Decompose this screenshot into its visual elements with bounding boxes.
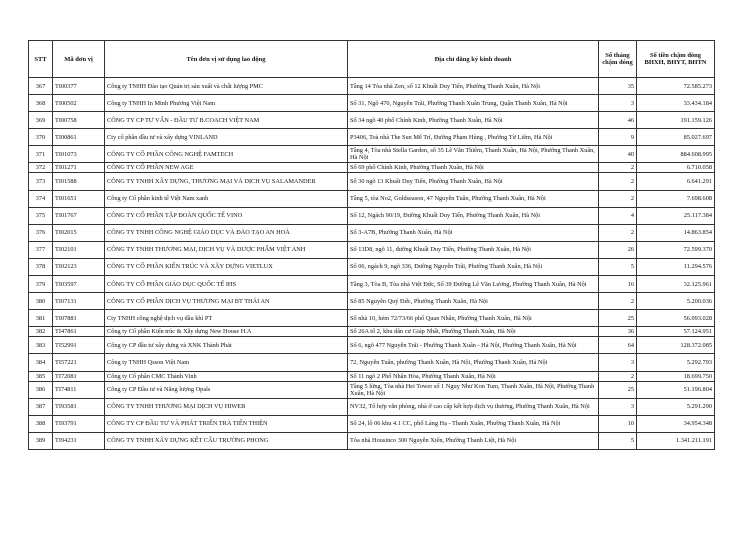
cell-amount: 32.125.961 [637, 276, 715, 293]
cell-stt: 369 [29, 112, 53, 129]
cell-stt: 377 [29, 241, 53, 258]
cell-months: 16 [599, 276, 637, 293]
cell-stt: 379 [29, 276, 53, 293]
cell-stt: 375 [29, 207, 53, 224]
cell-amount: 6.710.058 [637, 163, 715, 173]
cell-stt: 387 [29, 398, 53, 415]
cell-address: Số 30 ngõ 13 Khuất Duy Tiến, Phường Thanh Xuân, Hà Nội [348, 173, 599, 190]
cell-company-name: CÔNG TY TNHH XÂY DỰNG, THƯƠNG MẠI VÀ DỊCH VỤ SALAMANDER [105, 173, 348, 190]
cell-amount: 56.093.028 [637, 310, 715, 327]
cell-company-name: CÔNG TY TNHH THƯƠNG MẠI, DỊCH VỤ VÀ DƯỢC PHẨM VIỆT ANH [105, 241, 348, 258]
table-body [29, 78, 715, 450]
cell-code: TI00502 [53, 95, 105, 112]
cell-code: TI07881 [53, 310, 105, 327]
cell-company-name: CÔNG TY TNHH CÔNG NGHỆ GIÁO DỤC VÀ ĐÀO TẠO AN HOÀ [105, 224, 348, 241]
cell-code: TI52991 [53, 337, 105, 354]
table-row [29, 224, 715, 241]
cell-months: 4 [599, 207, 637, 224]
cell-company-name: Công ty TNHH Qsson Việt Nam [105, 354, 348, 371]
cell-company-name: Công ty CP Đầu tư và Năng lượng Opals [105, 381, 348, 398]
cell-amount: 6.641.291 [637, 173, 715, 190]
cell-months: 3 [599, 398, 637, 415]
table-row [29, 129, 715, 146]
cell-months: 2 [599, 163, 637, 173]
table-row [29, 276, 715, 293]
cell-amount: 5.200.036 [637, 293, 715, 310]
cell-address: Số 24, lô 06 khu 4.1 CC, phố Láng Hạ - Thanh Xuân, Phường Thanh Xuân, Hà Nội [348, 415, 599, 432]
cell-address: Tầng 5 lửng, Tòa nhà Hei Tower số 1 Nguỵ Như Kon Tum, Thanh Xuân, Hà Nội, Phường Thanh Xuân, Hà Nội [348, 381, 599, 398]
cell-amount: 85.027.697 [637, 129, 715, 146]
cell-amount: 72.599.370 [637, 241, 715, 258]
cell-months: 2 [599, 293, 637, 310]
cell-stt: 380 [29, 293, 53, 310]
cell-company-name: CÔNG TY TNHH XÂY DỰNG KẾT CẤU TRƯỜNG PHONG [105, 432, 348, 449]
cell-months: 26 [599, 241, 637, 258]
table-row [29, 146, 715, 163]
cell-stt: 386 [29, 381, 53, 398]
table-row [29, 371, 715, 381]
cell-company-name: Công ty Cổ phần CMC Thành Vinh [105, 371, 348, 381]
cell-months: 25 [599, 310, 637, 327]
cell-code: TI47861 [53, 327, 105, 337]
cell-company-name: CÔNG TY CỔ PHẦN TẬP ĐOÀN QUỐC TẾ VINO [105, 207, 348, 224]
cell-amount: 57.124.951 [637, 327, 715, 337]
cell-code: TI57221 [53, 354, 105, 371]
cell-months: 9 [599, 129, 637, 146]
cell-amount: 191.159.126 [637, 112, 715, 129]
cell-stt: 376 [29, 224, 53, 241]
cell-months: 3 [599, 95, 637, 112]
cell-code: TI07131 [53, 293, 105, 310]
cell-months: 40 [599, 146, 637, 163]
cell-address: Số 11 ngõ 2 Phố Nhân Hòa, Phường Thanh Xuân, Hà Nội [348, 371, 599, 381]
cell-months: 35 [599, 78, 637, 95]
cell-company-name: Công ty Cổ phần Kiến trúc & Xây dựng New House H.A [105, 327, 348, 337]
cell-code: TI01073 [53, 146, 105, 163]
cell-address: Tầng 4, Tòa nhà Stella Garden, số 35 Lê Văn Thiêm, Thanh Xuân, Hà Nội, Phường Thanh Xuân, Hà Nội [348, 146, 599, 163]
cell-amount: 18.699.750 [637, 371, 715, 381]
cell-code: TI93581 [53, 398, 105, 415]
cell-code: TI02101 [53, 241, 105, 258]
cell-address: Số 13D8, ngõ 11, đường Khuất Duy Tiến, Phường Thanh Xuân, Hà Nội [348, 241, 599, 258]
cell-stt: 374 [29, 190, 53, 207]
cell-code: TI02015 [53, 224, 105, 241]
arrears-table [28, 40, 715, 450]
cell-address: Số 26A tổ 2, khu dân cư Giáp Nhất, Phường Thanh Xuân, Hà Nội [348, 327, 599, 337]
cell-code: TI00377 [53, 78, 105, 95]
cell-amount: 72.585.273 [637, 78, 715, 95]
header-months: Số tháng chậm đóng [599, 41, 637, 78]
cell-amount: 14.863.854 [637, 224, 715, 241]
cell-code: TI01588 [53, 173, 105, 190]
cell-amount: 33.434.184 [637, 95, 715, 112]
cell-months: 64 [599, 337, 637, 354]
table-row [29, 398, 715, 415]
cell-months: 2 [599, 190, 637, 207]
cell-company-name: CÔNG TY CỔ PHẦN DỊCH VỤ THƯƠNG MẠI BT THÁI AN [105, 293, 348, 310]
cell-months: 2 [599, 371, 637, 381]
cell-company-name: Công ty CP đầu tư xây dựng và XNK Thành Phát [105, 337, 348, 354]
cell-amount: 5.292.793 [637, 354, 715, 371]
cell-company-name: CÔNG TY CP TƯ VẤN - ĐẦU TƯ B.COACH VIỆT NAM [105, 112, 348, 129]
cell-company-name: CÔNG TY TNHH THƯƠNG MẠI DỊCH VỤ HIWEB [105, 398, 348, 415]
cell-months: 46 [599, 112, 637, 129]
table-row [29, 381, 715, 398]
cell-address: NV32, Tổ hợp văn phòng, nhà ở cao cấp kết hợp dịch vụ thương, Phường Thanh Xuân, Hà Nội [348, 398, 599, 415]
table-row [29, 337, 715, 354]
cell-address: Số 6, ngõ 477 Nguyễn Trãi - Phường Thanh Xuân - Hà Nội, Phường Thanh Xuân, Hà Nội [348, 337, 599, 354]
cell-code: TI00758 [53, 112, 105, 129]
cell-company-name: CÔNG TY CỔ PHẦN CÔNG NGHỆ FAMTECH [105, 146, 348, 163]
cell-code: TI01767 [53, 207, 105, 224]
cell-company-name: Cty cổ phần đầu tư và xây dựng VINLAND [105, 129, 348, 146]
cell-amount: 11.294.576 [637, 258, 715, 275]
cell-amount: 5.291.290 [637, 398, 715, 415]
cell-address: Số 12, Ngách 90/19, Đường Khuất Duy Tiến, Phường Thanh Xuân, Hà Nội [348, 207, 599, 224]
cell-stt: 378 [29, 258, 53, 275]
cell-address: Tầng 3, Tòa B, Tòa nhà Việt Đức, Số 39 Đường Lê Văn Lương, Phường Thanh Xuân, Hà Nội [348, 276, 599, 293]
cell-stt: 382 [29, 327, 53, 337]
cell-stt: 389 [29, 432, 53, 449]
cell-address: Số 85 Nguyễn Quý Đức, Phường Thanh Xuân, Hà Nội [348, 293, 599, 310]
cell-months: 36 [599, 327, 637, 337]
cell-amount: 1.341.211.191 [637, 432, 715, 449]
table-row [29, 190, 715, 207]
cell-code: TI74811 [53, 381, 105, 398]
table-row [29, 78, 715, 95]
cell-stt: 373 [29, 173, 53, 190]
header-amount: Số tiền chậm đóng BHXH, BHYT, BHTN [637, 41, 715, 78]
cell-code: TI02123 [53, 258, 105, 275]
cell-code: TI94231 [53, 432, 105, 449]
cell-amount: 128.372.085 [637, 337, 715, 354]
cell-company-name: Công ty TNHH In Minh Phương Việt Nam [105, 95, 348, 112]
table-row [29, 173, 715, 190]
table-row [29, 354, 715, 371]
cell-stt: 388 [29, 415, 53, 432]
cell-code: TI03597 [53, 276, 105, 293]
cell-address: Số 69 phố Chính Kinh, Phường Thanh Xuân, Hà Nội [348, 163, 599, 173]
cell-months: 3 [599, 354, 637, 371]
table-row [29, 207, 715, 224]
header-address: Địa chỉ đăng ký kinh doanh [348, 41, 599, 78]
cell-amount: 884.608.995 [637, 146, 715, 163]
cell-company-name: CÔNG TY CỔ PHẦN GIÁO DỤC QUỐC TẾ IHS [105, 276, 348, 293]
cell-address: P3406, Toà nhà The Sun Mễ Trì, Đường Phạm Hùng , Phường Từ Liêm, Hà Nội [348, 129, 599, 146]
table-row [29, 112, 715, 129]
cell-stt: 381 [29, 310, 53, 327]
cell-months: 2 [599, 173, 637, 190]
cell-stt: 384 [29, 354, 53, 371]
cell-months: 5 [599, 258, 637, 275]
table-row [29, 163, 715, 173]
cell-amount: 51.196.804 [637, 381, 715, 398]
cell-company-name: CÔNG TY CỔ PHẦN KIẾN TRÚC VÀ XÂY DỰNG VIETLUX [105, 258, 348, 275]
cell-stt: 385 [29, 371, 53, 381]
cell-months: 2 [599, 224, 637, 241]
cell-stt: 367 [29, 78, 53, 95]
cell-code: TI01651 [53, 190, 105, 207]
cell-stt: 371 [29, 146, 53, 163]
table-row [29, 327, 715, 337]
table-header-row [29, 41, 715, 78]
cell-address: Số 31, Ngõ 470, Nguyễn Trãi, Phường Thanh Xuân Trung, Quận Thanh Xuân, Hà Nội [348, 95, 599, 112]
table-row [29, 293, 715, 310]
cell-address: Tòa nhà Housinco 300 Nguyễn Xiển, Phường Thanh Liệt, Hà Nội [348, 432, 599, 449]
cell-amount: 25.117.384 [637, 207, 715, 224]
cell-company-name: Công ty Cổ phần kinh tế Việt Nam xanh [105, 190, 348, 207]
cell-months: 5 [599, 432, 637, 449]
cell-amount: 34.954.348 [637, 415, 715, 432]
cell-company-name: CÔNG TY CP ĐẦU TƯ VÀ PHÁT TRIỂN TRÀ TIẾN THIỆN [105, 415, 348, 432]
cell-address: Số 06, ngách 9, ngõ 336, Đường Nguyễn Trãi, Phường Thanh Xuân, Hà Nội [348, 258, 599, 275]
cell-address: Số 34 ngõ 40 phố Chính Kinh, Phường Thanh Xuân, Hà Nội [348, 112, 599, 129]
cell-code: TI93791 [53, 415, 105, 432]
header-name: Tên đơn vị sử dụng lao động [105, 41, 348, 78]
table-row [29, 310, 715, 327]
cell-address: 72, Nguyễn Tuân, phường Thanh Xuân, Hà Nội, Phường Thanh Xuân, Hà Nội [348, 354, 599, 371]
cell-address: Tầng 14 Tòa nhà Zen, số 12 Khuất Duy Tiến, Phường Thanh Xuân, Hà Nội [348, 78, 599, 95]
header-stt: STT [29, 41, 53, 78]
cell-stt: 370 [29, 129, 53, 146]
cell-stt: 372 [29, 163, 53, 173]
table-row [29, 415, 715, 432]
cell-stt: 368 [29, 95, 53, 112]
cell-company-name: Cty TNHH công nghệ dịch vụ dầu khí PT [105, 310, 348, 327]
table-row [29, 432, 715, 449]
cell-amount: 7.698.608 [637, 190, 715, 207]
cell-address: Tầng 5, tòa No2, Goldseason, 47 Nguyễn Tuân, Phường Thanh Xuân, Hà Nội [348, 190, 599, 207]
cell-months: 25 [599, 381, 637, 398]
table-row [29, 241, 715, 258]
cell-code: TI00861 [53, 129, 105, 146]
table-row [29, 258, 715, 275]
cell-months: 10 [599, 415, 637, 432]
cell-company-name: CÔNG TY CỔ PHẦN NEW AGE [105, 163, 348, 173]
table-row [29, 95, 715, 112]
document-page [28, 40, 714, 450]
cell-code: TI72081 [53, 371, 105, 381]
cell-company-name: Công ty TNHH Đào tạo Quản trị sản xuất và chất lượng PMC [105, 78, 348, 95]
cell-code: TI01271 [53, 163, 105, 173]
header-code: Mã đơn vị [53, 41, 105, 78]
cell-address: Số nhà 10, hẻm 72/73/66 phố Quan Nhân, Phường Thanh Xuân, Hà Nội [348, 310, 599, 327]
cell-stt: 383 [29, 337, 53, 354]
cell-address: Số 3-A7B, Phường Thanh Xuân, Hà Nội [348, 224, 599, 241]
